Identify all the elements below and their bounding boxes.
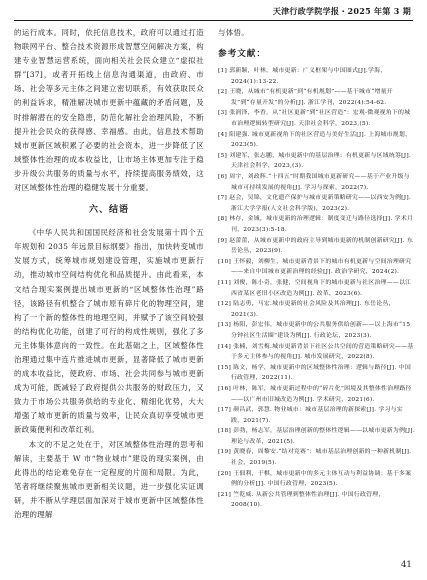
reference-item: [10] 王怀毅，刘柳生，城市更新背景下的城市有机更新与空间治理研究——来自中国城市更新治理的经验[J]. 政治学研究，2024(2). xyxy=(218,258,412,276)
reference-item: [18] 彭勃，杨志军，基层治理创新的整体性逻辑——以城市更新为例[J]. 理论与改革，2021(5). xyxy=(218,428,415,445)
reference-item: [12] 陆志勇，马宏.城市更新的社会风险及其治理[J]. 东岳论丛，2021(3). xyxy=(218,301,395,318)
reference-item: [3] 张润泽，李香，从“社区更新”到“社区营造”：宏观-微观视角下的城市治理逻辑转型研究[J]. 天津社会科学，2023,(5). xyxy=(218,110,411,128)
page-number: 41 xyxy=(401,560,412,570)
reference-item: [11] 刘俊，陈小奇，张健，空间视角下的城市更新与社区治理——以江西省某区老旧小区改造为例[J]. 改革，2023(6). xyxy=(218,279,412,297)
reference-item: [8] 林存，金铖，城市更新的治理逻辑：制度变迁与路径选择[J]. 学术月刊，2023(3):5-18. xyxy=(218,216,414,233)
reference-item: [13] 杨阳，彭宏伟，城市更新中的公共服务供给创新——以上海市“15 分钟社区生活圈”建设为例[J]. 行政论坛，2023(3). xyxy=(218,322,411,339)
body-paragraph-limitations: 本文的不足之处在于，对区域整体性治理的思考和解读，主要基于 W 市“物业城市”建设的现实案例，由此得出的结论难免存在一定程度的片面和局限。为此，笔者将继续聚焦城市更新相关议题，进一步强化实证调研，并不断从学理层面加深对于城市更新中区域整体性治理的理解 xyxy=(14,439,204,519)
reference-item: [9] 赵蕾蕾，从城市更新中的政府主导到城市更新的机制创新研究[J]. 东岳论丛，2023(9). xyxy=(218,237,414,255)
reference-item: [20] 王佃利，于棋，城市更新中的多元主体互动与利益协调：基于多案例的分析[J]. 中国行政管理，2023(5). xyxy=(218,470,412,488)
references-heading: 参考文献： xyxy=(218,49,266,60)
reference-item: [17] 颜昌武，郭慧. 物业城市：城市基层治理的新探索[J]. 学习与实践，2021(7). xyxy=(218,407,403,424)
reference-item: [19] 黄晓春，周黎安.“结对竞赛”：城市基层治理创新的一种新机制[J]. 社会，2019(5). xyxy=(218,449,412,467)
reference-item: [21] 竺乾威. 从新公共管理到整体性治理[J]. 中国行政管理，2008(10). xyxy=(218,491,385,509)
left-column xyxy=(14,26,204,522)
journal-header: 天津行政学院学报・2025 年第 3 期 xyxy=(272,6,411,16)
reference-item: [5] 刘建军，张志鹏，城市更新中的基层治理：有机更新与区域统筹[J]. 天津社会科学，2023,(3). xyxy=(218,152,411,170)
header-rule xyxy=(14,20,413,21)
body-paragraph-continued: 与体悟。 xyxy=(218,28,249,37)
right-column xyxy=(218,26,415,511)
reference-list xyxy=(218,66,415,511)
reference-item: [1] 郭新颖，叶林，城市更新：广义框架与中国图式[J].学海，2024(1):13-22. xyxy=(218,68,387,85)
reference-item: [16] 叶林，陈军，城市更新过程中的“碎片化”困境及其整体性治理路径——以广州市旧城改造为例[J]. 学术研究，2021(6). xyxy=(218,385,412,403)
body-paragraph-conclusion: 《中华人民共和国国民经济和社会发展第十四个五年规划和 2035 年远景目标纲要》指出，加快转变城市发展方式，统筹城市规划建设管理，实施城市更新行动，推动城市空间结构优化和品质提升。由此看来，本文结合现实案例提出城市更新的“区域整体性治理”路径，该路径有机整合了城市原有碎片化的物理空间，建构了一个新的整体性的地理空间，并赋予了该空间较强的结构优化功能，创建了可行的构成性规则，强化了多元主体集体意向的一致性。在此基础之上，区域整体性治理通过集中连片推进城市更新，显著降低了城市更新的成本收益比，使政府、市场、社会共同参与城市更新成为可能，既减轻了政府提供公共服务的财政压力，又致力于市场公共服务供给的专业化、精细化优势，大大增强了城市更新的质量与效率，让民众真切享受城市更新政策便利和改革红利。 xyxy=(14,228,204,435)
reference-item: [2] 王晓，从城市“有机更新”到“有机规划”——基于城市“增量开发”到“存量开发”的分析[J]. 浙江学刊，2022(4):54-62. xyxy=(218,89,393,106)
reference-item: [14] 张楠，刘雪梅.城市更新背景下社区公共空间的营造策略研究——基于多元主体参与的视角[J]. 城市发展研究，2022(8). xyxy=(218,343,414,361)
reference-item: [15] 陈文，杨学，城市更新中的区域整体性治理：逻辑与路径[J]. 中国行政管理，2022(11). xyxy=(218,364,411,382)
reference-item: [7] 赵会，吴锦，文化遗产保护与城市更新策略研究——以西安为例[J]. 浙江大学学报(人文社会科学版)，2023(2). xyxy=(218,195,411,212)
reference-item: [4] 阳建强. 城市更新视角下的社区营造与美好生活[J]. 上海城市规划，2023(5). xyxy=(218,131,412,149)
reference-item: [6] 周宇，刘政辉.“十四五”时期我国城市更新研究——基于产业升级与城市可持续发展的视角[J]. 学习与探索，2022(7). xyxy=(218,174,410,191)
body-paragraph-top: 的运行成本。同时，依托信息技术，政府可以通过打造物联网平台、整合技术资源形成智慧空间解决方案，构建专业智慧运营系统，面向相关社会民众建立“虚拟社群”[37]，或者开拓线上信息沟通渠道，由政府、市场、社会等多元主体之间建立密切联系，有效获取民众的利益诉求，精准解决城市更新中蕴藏的矛盾问题，及时排解潜在的安全隐患，防范化解社会治理风险，不断提升社会民众的获得感、幸福感。由此，信息技术帮助城市更新区域积累了必要的社会资本，进一步降低了区域整体性治理的成本收益比，让市场主体更加专注于稳步升级公共服务的质量与水平，持续提高服务绩效，这对区域整体性治理的稳健发展十分重要。 xyxy=(14,28,204,193)
section-heading-conclusion: 六、结语 xyxy=(88,205,129,216)
